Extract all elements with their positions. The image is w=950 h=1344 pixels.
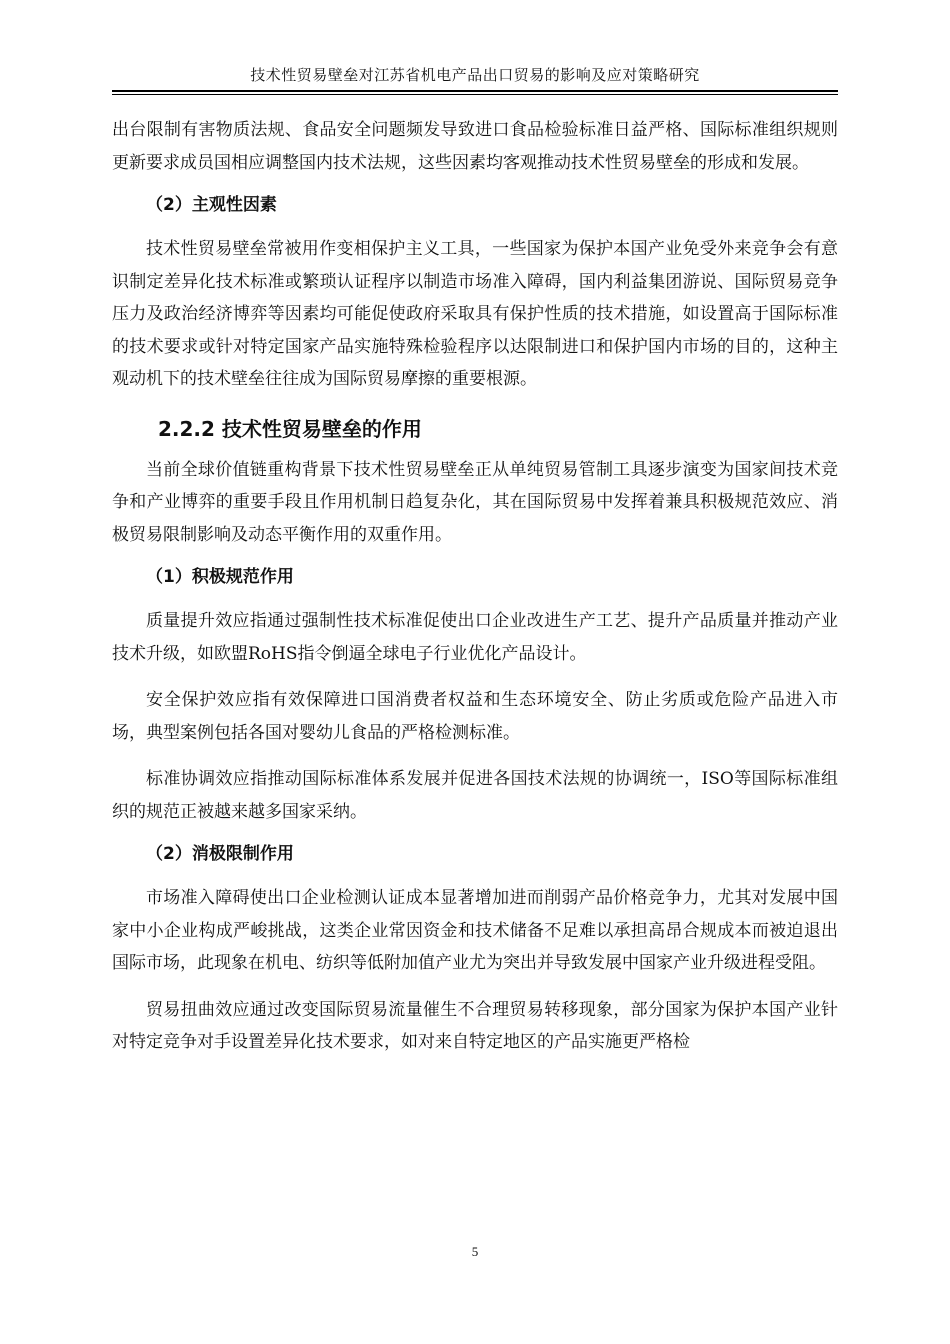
paragraph-objective-factors-cont: 出台限制有害物质法规、食品安全问题频发导致进口食品检验标准日益严格、国际标准组织规则更新要求成员国相应调整国内技术法规，这些因素均客观推动技术性贸易壁垒的形成和发展。 <box>112 120 838 173</box>
page-number: 5 <box>471 1244 479 1259</box>
page-body <box>112 114 838 1073</box>
paragraph-role-intro: 当前全球价值链重构背景下技术性贸易壁垒正从单纯贸易管制工具逐步演变为国家间技术竞争和产业博弈的重要手段且作用机制日趋复杂化，其在国际贸易中发挥着兼具积极规范效应、消极贸易限制影响及动态平衡作用的双重作用。 <box>112 459 838 545</box>
paragraph-standard-coordination: 标准协调效应指推动国际标准体系发展并促进各国技术法规的协调统一，ISO等国际标准组织的规范正被越来越多国家采纳。 <box>112 769 838 822</box>
header-rule-thick <box>112 90 838 92</box>
subheading-positive-role: （1）积极规范作用 <box>146 567 294 587</box>
paragraph-market-access-barrier: 市场准入障碍使出口企业检测认证成本显著增加进而削弱产品价格竞争力，尤其对发展中国家中小企业构成严峻挑战，这类企业常因资金和技术储备不足难以承担高昂合规成本而被迫退出国际市场，此现象在机电、纺织等低附加值产业尤为突出并导致发展中国家产业升级进程受阻。 <box>112 888 838 973</box>
subheading-negative-role: （2）消极限制作用 <box>146 844 294 864</box>
paragraph-quality-effect: 质量提升效应指通过强制性技术标准促使出口企业改进生产工艺、提升产品质量并推动产业技术升级，如欧盟RoHS指令倒逼全球电子行业优化产品设计。 <box>112 611 838 664</box>
header-rule-thin <box>112 94 838 95</box>
paragraph-safety-effect: 安全保护效应指有效保障进口国消费者权益和生态环境安全、防止劣质或危险产品进入市场，典型案例包括各国对婴幼儿食品的严格检测标准。 <box>112 690 838 743</box>
paragraph-subjective-factors: 技术性贸易壁垒常被用作变相保护主义工具，一些国家为保护本国产业免受外来竞争会有意识制定差异化技术标准或繁琐认证程序以制造市场准入障碍，国内利益集团游说、国际贸易竞争压力及政治经济博弈等因素均可能促使政府采取具有保护性质的技术措施，如设置高于国际标准的技术要求或针对特定国家产品实施特殊检验程序以达限制进口和保护国内市场的目的，这种主观动机下的技术壁垒往往成为国际贸易摩擦的重要根源。 <box>112 239 838 389</box>
section-heading-2-2-2: 2.2.2 技术性贸易壁垒的作用 <box>158 416 422 441</box>
running-header: 技术性贸易壁垒对江苏省机电产品出口贸易的影响及应对策略研究 <box>250 66 700 84</box>
paragraph-trade-distortion: 贸易扭曲效应通过改变国际贸易流量催生不合理贸易转移现象，部分国家为保护本国产业针对特定竞争对手设置差异化技术要求，如对来自特定地区的产品实施更严格检 <box>112 999 838 1052</box>
subheading-subjective-factors: （2）主观性因素 <box>146 195 277 215</box>
